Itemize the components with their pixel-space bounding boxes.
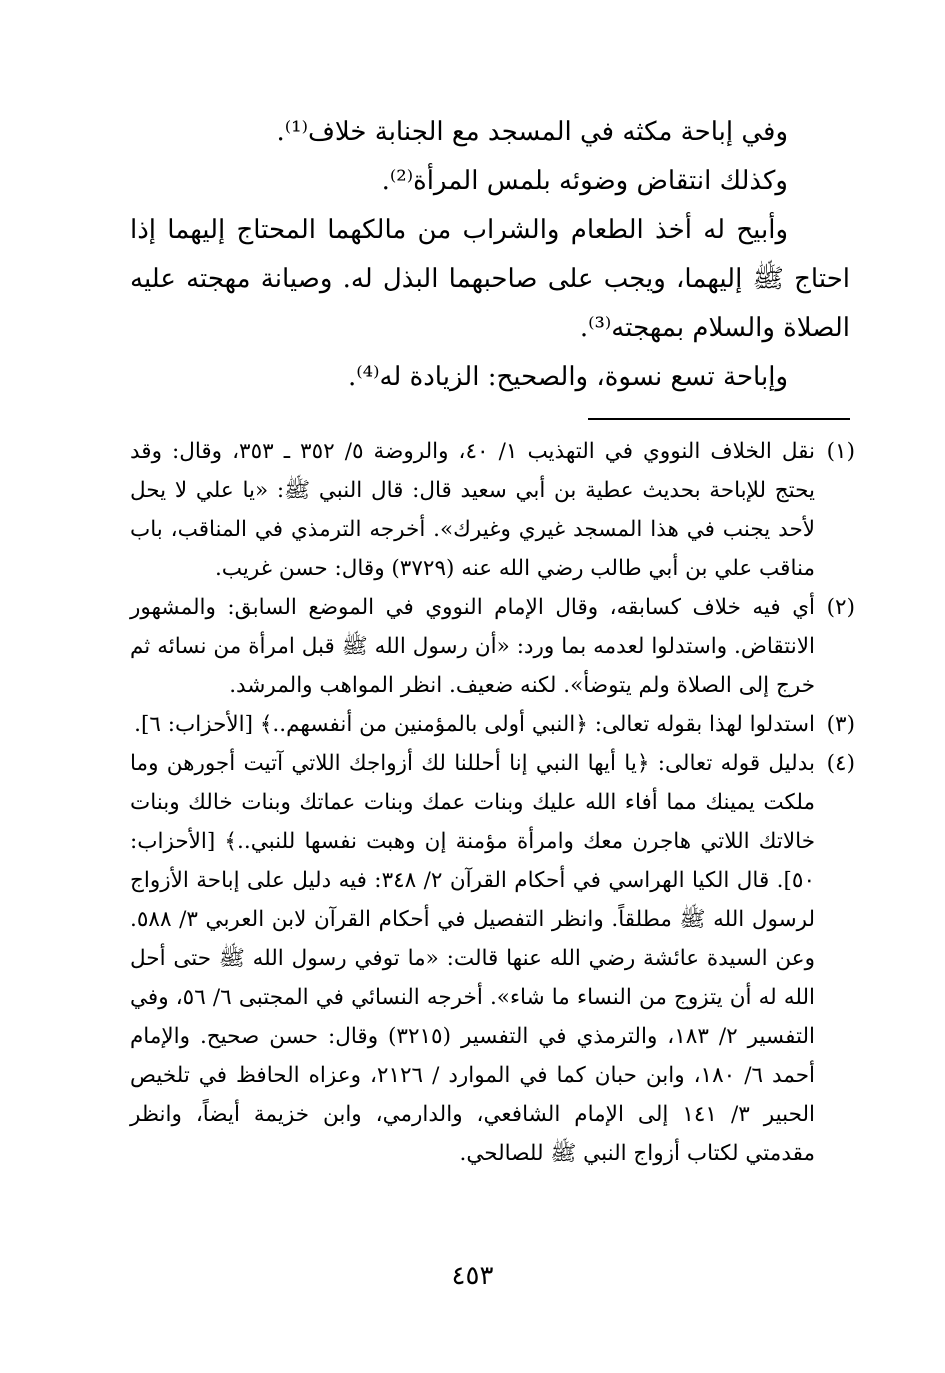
main-paragraph-1: وفي إباحة مكثه في المسجد مع الجنابة خلاف⁽¹⁾. <box>276 117 788 147</box>
footnote-text: استدلوا لهذا بقوله تعالى: ﴿النبي أولى بالمؤمنين من أنفسهم..﴾ [الأحزاب: ٦]. <box>134 712 815 737</box>
footnote-4 <box>130 744 855 1173</box>
main-paragraph-4: وإباحة تسع نسوة، والصحيح: الزيادة له⁽⁴⁾. <box>347 362 788 392</box>
footnote-number: (١) <box>826 439 855 464</box>
footnote-number: (٢) <box>826 595 855 620</box>
footnote-separator <box>588 418 850 420</box>
main-paragraph-3: وأبيح له أخذ الطعام والشراب من مالكهما المحتاج إليهما إذا احتاج ﷺ إليهما، ويجب على صاحبهما البذل له. وصيانة مهجته عليه الصلاة والسلام بمهجته⁽³⁾. <box>130 215 850 343</box>
page-number: ٤٥٣ <box>451 1261 494 1291</box>
footnote-3 <box>130 705 855 744</box>
footnote-text: نقل الخلاف النووي في التهذيب ١/ ٤٠، والروضة ٥/ ٣٥٢ ـ ٣٥٣، وقال: وقد يحتج للإباحة بحديث عطية بن أبي سعيد قال: قال النبي ﷺ: «يا علي لا يحل لأحد يجنب في هذا المسجد غيري وغيرك». أخرجه الترمذي في المناقب، باب مناقب علي بن أبي طالب رضي الله عنه (٣٧٢٩) وقال: حسن غريب. <box>130 439 816 581</box>
footnote-1 <box>130 432 855 588</box>
footnote-number: (٣) <box>826 712 855 737</box>
footnote-text: بدليل قوله تعالى: ﴿يا أيها النبي إنا أحللنا لك أزواجك اللاتي آتيت أجورهن وما ملكت يمينك مما أفاء الله عليك وبنات عمك وبنات عماتك وبنات خالك وبنات خالاتك اللاتي هاجرن معك وامرأة مؤمنة إن وهبت نفسها للنبي..﴾ [الأحزاب: ٥٠]. قال الكيا الهراسي في أحكام القرآن ٢/ ٣٤٨: فيه دليل على إباحة الأزواج لرسول الله ﷺ مطلقاً. وانظر التفصيل في أحكام القرآن لابن العربي ٣/ ٥٨٨. وعن السيدة عائشة رضي الله عنها قالت: «ما توفي رسول الله ﷺ حتى أحل الله له أن يتزوج من النساء ما شاء». أخرجه النسائي في المجتبى ٦/ ٥٦، وفي التفسير ٢/ ١٨٣، والترمذي في التفسير (٣٢١٥) وقال: حسن صحيح. والإمام أحمد ٦/ ١٨٠، وابن حبان كما في الموارد / ٢١٢٦، وعزاه الحافظ في تلخيص الحبير ٣/ ١٤١ إلى الإمام الشافعي، والدارمي، وابن خزيمة أيضاً، وانظر مقدمتي لكتاب أزواج النبي ﷺ للصالحي. <box>130 751 816 1166</box>
footnote-text: أي فيه خلاف كسابقه، وقال الإمام النووي في الموضع السابق: والمشهور الانتقاض. واستدلوا لعدمه بما ورد: «أن رسول الله ﷺ قبل امرأة من نسائه ثم خرج إلى الصلاة ولم يتوضأ». لكنه ضعيف. انظر المواهب والمرشد. <box>130 595 815 698</box>
footnote-2 <box>130 588 855 705</box>
main-paragraph-2: وكذلك انتقاض وضوئه بلمس المرأة⁽²⁾. <box>381 166 788 196</box>
footnotes-section <box>130 432 855 1173</box>
main-text-body <box>130 108 850 402</box>
footnote-number: (٤) <box>826 751 855 776</box>
